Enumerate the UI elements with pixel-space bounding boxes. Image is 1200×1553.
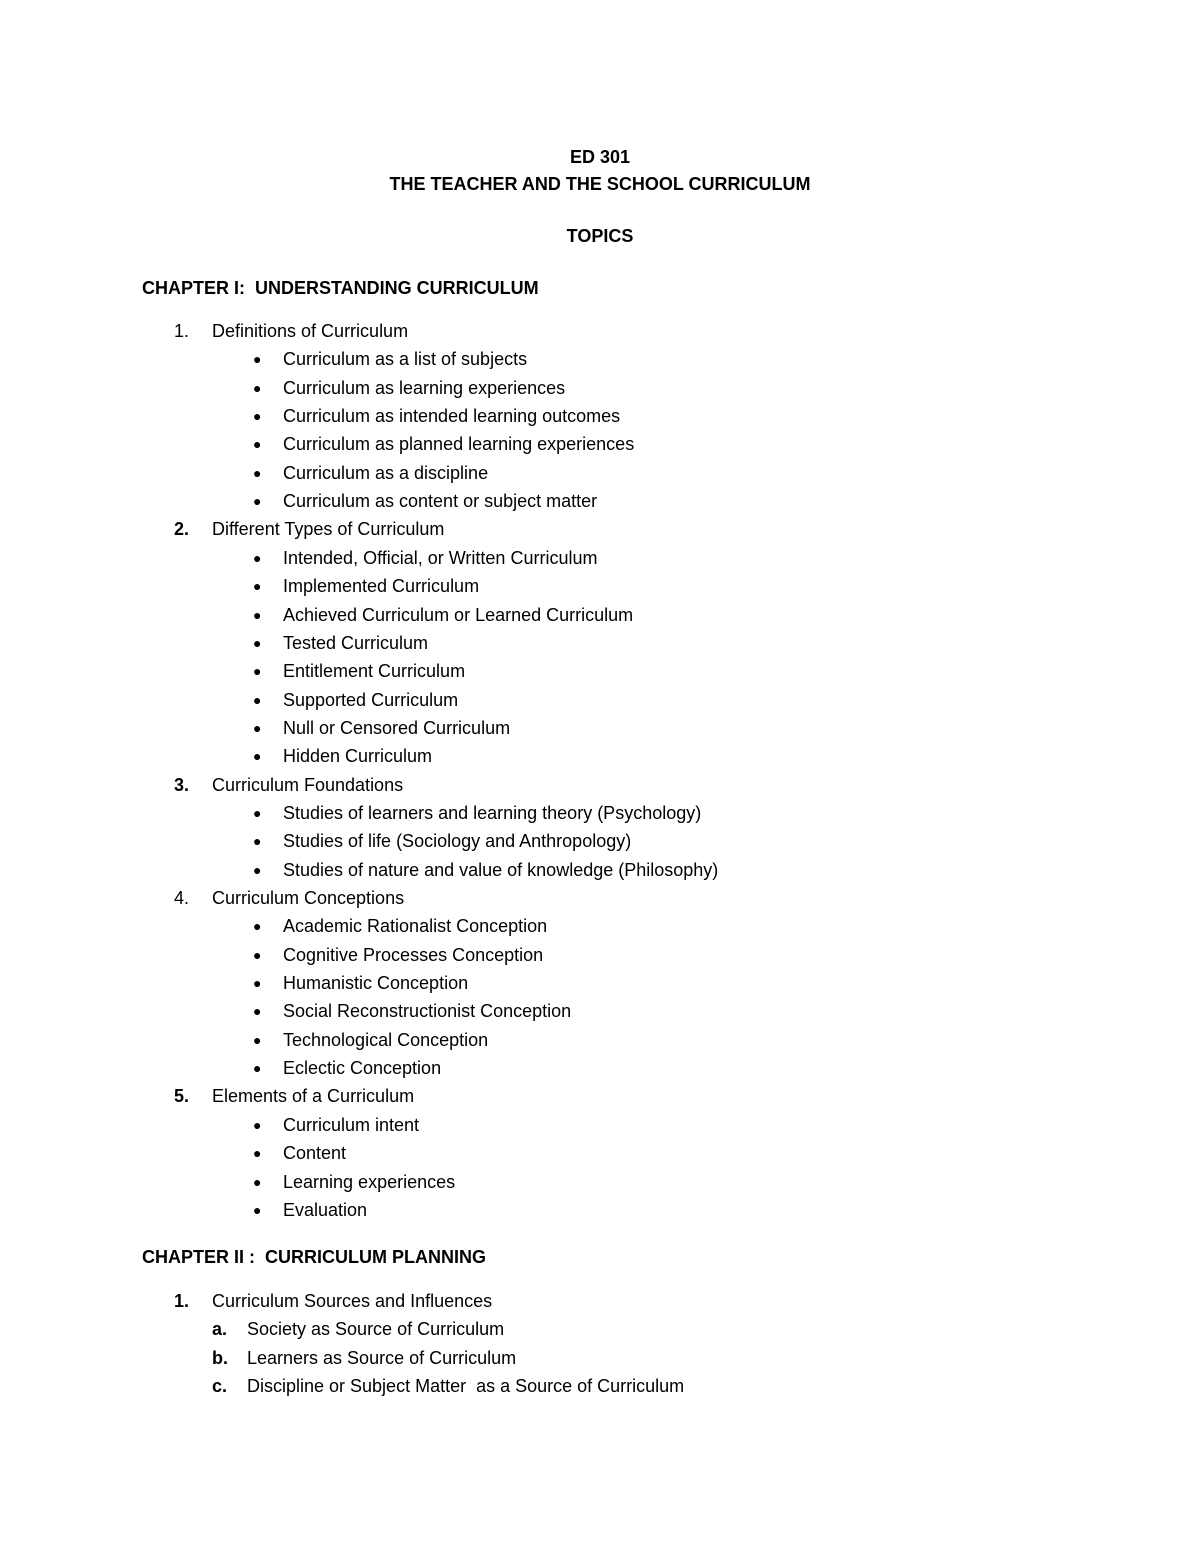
bullet-item bbox=[0, 1027, 1200, 1053]
bullet-icon: ● bbox=[253, 408, 262, 425]
bullet-text: Null or Censored Curriculum bbox=[283, 717, 511, 738]
bullet-text: Implemented Curriculum bbox=[283, 576, 480, 597]
bullet-text: Eclectic Conception bbox=[283, 1058, 442, 1079]
bullet-item bbox=[0, 743, 1200, 769]
bullet-text: Studies of life (Sociology and Anthropology) bbox=[283, 831, 632, 852]
bullet-item bbox=[0, 346, 1200, 372]
bullet-item bbox=[0, 403, 1200, 429]
bullet-icon: ● bbox=[253, 1201, 262, 1218]
lettered-item-text: Discipline or Subject Matter as a Source of Curriculum bbox=[247, 1376, 685, 1397]
bullet-item bbox=[0, 545, 1200, 571]
bullet-text: Technological Conception bbox=[283, 1029, 489, 1050]
bullet-icon: ● bbox=[253, 464, 262, 481]
lettered-item bbox=[0, 1345, 1200, 1371]
bullet-item bbox=[0, 488, 1200, 514]
item-letter: c. bbox=[212, 1376, 228, 1397]
lettered-item bbox=[0, 1373, 1200, 1399]
topic-item bbox=[0, 772, 1200, 798]
bullet-icon: ● bbox=[253, 549, 262, 566]
bullet-text: Studies of nature and value of knowledge (Philosophy) bbox=[283, 859, 719, 880]
bullet-item bbox=[0, 375, 1200, 401]
topic-title: Definitions of Curriculum bbox=[212, 321, 409, 341]
bullet-text: Curriculum as content or subject matter bbox=[283, 491, 598, 512]
bullet-text: Evaluation bbox=[283, 1199, 368, 1220]
bullet-text: Curriculum as a list of subjects bbox=[283, 349, 528, 370]
topic-number: 4. bbox=[174, 888, 190, 908]
topic-item bbox=[0, 885, 1200, 911]
topics-heading: TOPICS bbox=[566, 226, 634, 246]
bullet-item bbox=[0, 1169, 1200, 1195]
topic-item bbox=[0, 1083, 1200, 1109]
bullet-item bbox=[0, 1112, 1200, 1138]
bullet-icon: ● bbox=[253, 351, 262, 368]
bullet-item bbox=[0, 602, 1200, 628]
topic-title: Elements of a Curriculum bbox=[212, 1086, 415, 1107]
chapter-2-title: CHAPTER II : CURRICULUM PLANNING bbox=[142, 1247, 486, 1267]
bullet-icon: ● bbox=[253, 436, 262, 453]
bullet-icon: ● bbox=[253, 634, 262, 651]
bullet-icon: ● bbox=[253, 918, 262, 935]
bullet-item bbox=[0, 1055, 1200, 1081]
bullet-text: Curriculum as planned learning experiences bbox=[283, 434, 635, 455]
bullet-icon: ● bbox=[253, 804, 262, 821]
bullet-item bbox=[0, 970, 1200, 996]
course-code: ED 301 bbox=[569, 147, 631, 167]
bullet-icon: ● bbox=[253, 946, 262, 963]
bullet-text: Studies of learners and learning theory (Psychology) bbox=[283, 802, 702, 823]
bullet-item bbox=[0, 1140, 1200, 1166]
bullet-text: Curriculum as learning experiences bbox=[283, 377, 566, 398]
bullet-icon: ● bbox=[253, 975, 262, 992]
bullet-icon: ● bbox=[253, 861, 262, 878]
topic-item bbox=[0, 516, 1200, 542]
bullet-text: Cognitive Processes Conception bbox=[283, 944, 544, 965]
bullet-item bbox=[0, 828, 1200, 854]
bullet-item bbox=[0, 658, 1200, 684]
bullet-item bbox=[0, 687, 1200, 713]
topic-item bbox=[0, 318, 1200, 344]
bullet-text: Curriculum as a discipline bbox=[283, 462, 489, 483]
bullet-icon: ● bbox=[253, 606, 262, 623]
topic-title: Curriculum Foundations bbox=[212, 774, 404, 795]
bullet-icon: ● bbox=[253, 719, 262, 736]
bullet-text: Humanistic Conception bbox=[283, 973, 469, 994]
bullet-icon: ● bbox=[253, 663, 262, 680]
bullet-text: Content bbox=[283, 1143, 347, 1164]
bullet-item bbox=[0, 913, 1200, 939]
lettered-item-text: Learners as Source of Curriculum bbox=[247, 1347, 517, 1368]
bullet-text: Learning experiences bbox=[283, 1171, 456, 1192]
bullet-text: Curriculum intent bbox=[283, 1114, 420, 1135]
bullet-text: Entitlement Curriculum bbox=[283, 661, 466, 682]
topic-title: Curriculum Sources and Influences bbox=[212, 1291, 493, 1311]
bullet-item bbox=[0, 431, 1200, 457]
topic-title: Curriculum Conceptions bbox=[212, 888, 405, 908]
bullet-icon: ● bbox=[253, 1060, 262, 1077]
bullet-text: Intended, Official, or Written Curriculum bbox=[283, 547, 598, 568]
bullet-icon: ● bbox=[253, 748, 262, 765]
bullet-text: Tested Curriculum bbox=[283, 632, 429, 653]
bullet-icon: ● bbox=[253, 1145, 262, 1162]
bullet-icon: ● bbox=[253, 691, 262, 708]
bullet-item bbox=[0, 1197, 1200, 1223]
bullet-text: Social Reconstructionist Conception bbox=[283, 1001, 572, 1022]
bullet-item bbox=[0, 942, 1200, 968]
topic-number: 3. bbox=[174, 774, 190, 795]
bullet-icon: ● bbox=[253, 1173, 262, 1190]
bullet-item bbox=[0, 800, 1200, 826]
course-title: THE TEACHER AND THE SCHOOL CURRICULUM bbox=[389, 174, 811, 194]
bullet-item bbox=[0, 715, 1200, 741]
topic-number: 5. bbox=[174, 1086, 190, 1107]
topic-title: Different Types of Curriculum bbox=[212, 519, 445, 540]
bullet-item bbox=[0, 857, 1200, 883]
bullet-item bbox=[0, 460, 1200, 486]
topic-number: 2. bbox=[174, 519, 190, 540]
bullet-icon: ● bbox=[253, 1031, 262, 1048]
bullet-text: Academic Rationalist Conception bbox=[283, 916, 548, 937]
bullet-text: Achieved Curriculum or Learned Curriculum bbox=[283, 604, 634, 625]
bullet-item bbox=[0, 573, 1200, 599]
lettered-item-text: Society as Source of Curriculum bbox=[247, 1319, 505, 1340]
bullet-item bbox=[0, 998, 1200, 1024]
item-letter: a. bbox=[212, 1319, 228, 1340]
bullet-icon: ● bbox=[253, 833, 262, 850]
topic-item bbox=[0, 1288, 1200, 1314]
bullet-text: Supported Curriculum bbox=[283, 689, 459, 710]
topic-number: 1. bbox=[174, 321, 190, 341]
bullet-icon: ● bbox=[253, 493, 262, 510]
lettered-item bbox=[0, 1316, 1200, 1342]
chapter-1-title: CHAPTER I: UNDERSTANDING CURRICULUM bbox=[142, 278, 539, 298]
bullet-icon: ● bbox=[253, 379, 262, 396]
bullet-icon: ● bbox=[253, 578, 262, 595]
bullet-text: Curriculum as intended learning outcomes bbox=[283, 406, 621, 427]
item-letter: b. bbox=[212, 1347, 228, 1368]
topic-number: 1. bbox=[174, 1291, 190, 1311]
bullet-icon: ● bbox=[253, 1116, 262, 1133]
bullet-item bbox=[0, 630, 1200, 656]
bullet-text: Hidden Curriculum bbox=[283, 746, 433, 767]
bullet-icon: ● bbox=[253, 1003, 262, 1020]
